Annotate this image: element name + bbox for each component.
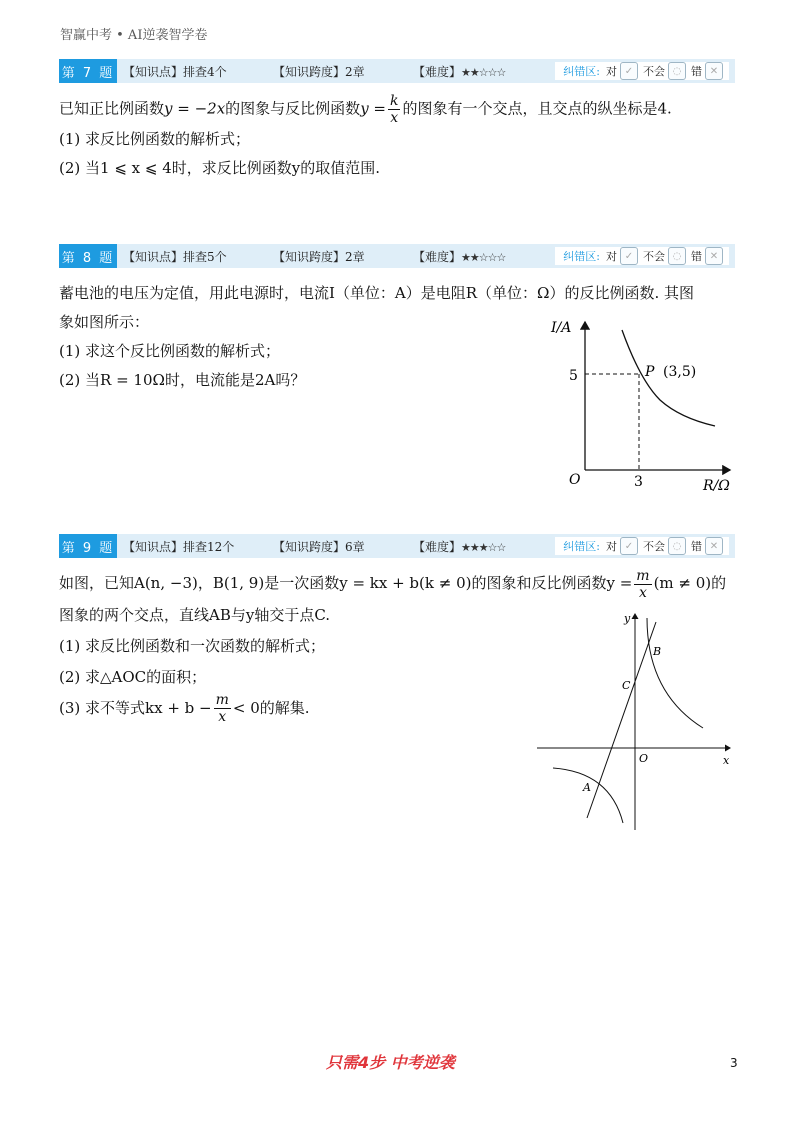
span-label: 【知识跨度】	[273, 64, 346, 79]
unknown-label: 不会	[643, 250, 665, 263]
y-axis-label: y	[624, 612, 631, 625]
wrong-checkbox[interactable]: ✕	[705, 537, 723, 555]
origin-label: O	[639, 752, 649, 765]
stem-text: 已知正比例函数	[59, 99, 165, 118]
difficulty-meta	[413, 248, 537, 265]
wrong-label: 错	[691, 540, 702, 553]
span-value: 6章	[345, 539, 365, 554]
knowledge-point-meta	[123, 538, 273, 555]
err-zone-label: 纠错区:	[563, 540, 600, 553]
x-axis-label: R/Ω	[703, 478, 730, 494]
part-2: (2) 当1 ⩽ x ⩽ 4时，求反比例函数y的取值范围.	[59, 159, 381, 177]
correct-checkbox[interactable]: ✓	[620, 62, 638, 80]
x-tick-label: 3	[634, 474, 643, 490]
err-zone-label: 纠错区:	[563, 65, 600, 78]
fraction-m-over-x: $\frac{m}{x}$	[215, 692, 229, 725]
question-number: 第 9 题	[59, 534, 117, 558]
inverse-function-graph	[545, 310, 745, 495]
wrong-label: 错	[691, 65, 702, 78]
point-coords: (3,5)	[663, 364, 697, 380]
stem-equation: y =	[360, 99, 386, 118]
knowledge-span-meta	[273, 63, 413, 80]
unknown-label: 不会	[643, 65, 665, 78]
part-2: (2) 求△AOC的面积；	[59, 667, 207, 686]
knowledge-point-meta	[123, 248, 273, 265]
question-7-body	[59, 94, 672, 183]
correct-label: 对	[606, 540, 617, 553]
part-1: (1) 求反比例函数和一次函数的解析式；	[59, 636, 326, 655]
kp-count: 排查4个	[183, 64, 227, 79]
kp-label: 【知识点】	[123, 539, 184, 554]
point-a-label: A	[583, 781, 591, 794]
y-tick-label: 5	[569, 368, 578, 384]
difficulty-stars: ★★☆☆☆	[461, 65, 506, 79]
part-3-text: < 0的解集.	[232, 698, 310, 717]
hyperbola-branch-1	[647, 618, 703, 728]
difficulty-meta	[413, 63, 537, 80]
knowledge-span-meta	[273, 248, 413, 265]
knowledge-point-meta	[123, 63, 273, 80]
question-number: 第 8 题	[59, 244, 117, 268]
part-3-text: (3) 求不等式kx + b −	[59, 698, 212, 717]
span-value: 2章	[345, 64, 365, 79]
origin-label: O	[569, 472, 581, 488]
question-8-bar	[59, 244, 735, 268]
unknown-checkbox[interactable]: ◌	[668, 537, 686, 555]
question-9-bar	[59, 534, 735, 558]
page-number: 3	[730, 1056, 738, 1070]
stem-equation: y = −2x	[164, 99, 226, 118]
point-b-label: B	[653, 645, 662, 658]
part-1: (1) 求这个反比例函数的解析式；	[59, 342, 281, 360]
question-stem	[59, 94, 672, 125]
part-2: (2) 当R = 10Ω时，电流能是2A吗？	[59, 371, 306, 389]
error-correction-zone	[555, 537, 729, 555]
kp-count: 排查12个	[183, 539, 235, 554]
wrong-checkbox[interactable]: ✕	[705, 62, 723, 80]
correct-checkbox[interactable]: ✓	[620, 247, 638, 265]
err-zone-label: 纠错区:	[563, 250, 600, 263]
kp-label: 【知识点】	[123, 64, 184, 79]
difficulty-label: 【难度】	[413, 64, 462, 79]
question-7-bar	[59, 59, 735, 83]
fraction-k-over-x: $\frac{k}{x}$	[390, 93, 399, 126]
stem-text: 的图象有一个交点，且交点的纵坐标是4.	[402, 99, 672, 118]
stem-text: 如图，已知A(n, −3)，B(1, 9)是一次函数y = kx + b(k ≠ 0)的图象和反比例函数y =	[59, 574, 633, 592]
linear-inverse-graph	[535, 608, 745, 833]
difficulty-label: 【难度】	[413, 249, 462, 264]
unknown-checkbox[interactable]: ◌	[668, 62, 686, 80]
difficulty-stars: ★★☆☆☆	[461, 250, 506, 264]
difficulty-label: 【难度】	[413, 539, 462, 554]
stem-text: 的图象与反比例函数	[225, 99, 361, 118]
kp-count: 排查5个	[183, 249, 227, 264]
question-number: 第 7 题	[59, 59, 117, 83]
footer-logo: 只需4步 中考逆袭	[326, 1053, 455, 1072]
question-stem-line1	[59, 568, 749, 600]
unknown-label: 不会	[643, 540, 665, 553]
fraction-m-over-x: $\frac{m}{x}$	[636, 567, 650, 601]
difficulty-meta	[413, 538, 537, 555]
x-axis-label: x	[723, 754, 730, 767]
point-label: P	[645, 364, 655, 380]
wrong-checkbox[interactable]: ✕	[705, 247, 723, 265]
line-ab	[587, 622, 656, 818]
span-value: 2章	[345, 249, 365, 264]
question-stem-line2: 图象的两个交点，直线AB与y轴交于点C.	[59, 605, 331, 624]
error-correction-zone	[555, 62, 729, 80]
correct-label: 对	[606, 250, 617, 263]
unknown-checkbox[interactable]: ◌	[668, 247, 686, 265]
correct-label: 对	[606, 65, 617, 78]
question-stem-line1: 蓄电池的电压为定值，用此电源时，电流I（单位：A）是电阻R（单位：Ω）的反比例函数. 其图	[59, 284, 695, 302]
part-1: (1) 求反比例函数的解析式；	[59, 130, 251, 148]
span-label: 【知识跨度】	[273, 249, 346, 264]
correct-checkbox[interactable]: ✓	[620, 537, 638, 555]
difficulty-stars: ★★★☆☆	[461, 540, 506, 554]
point-c-label: C	[622, 679, 631, 692]
error-correction-zone	[555, 247, 729, 265]
stem-text: (m ≠ 0)的	[653, 574, 727, 592]
question-stem-line2: 象如图所示：	[59, 313, 150, 331]
page-header-title: 智赢中考 • AI逆袭智学卷	[60, 28, 208, 43]
kp-label: 【知识点】	[123, 249, 184, 264]
wrong-label: 错	[691, 250, 702, 263]
span-label: 【知识跨度】	[273, 539, 346, 554]
knowledge-span-meta	[273, 538, 413, 555]
y-axis-label: I/A	[551, 320, 572, 336]
